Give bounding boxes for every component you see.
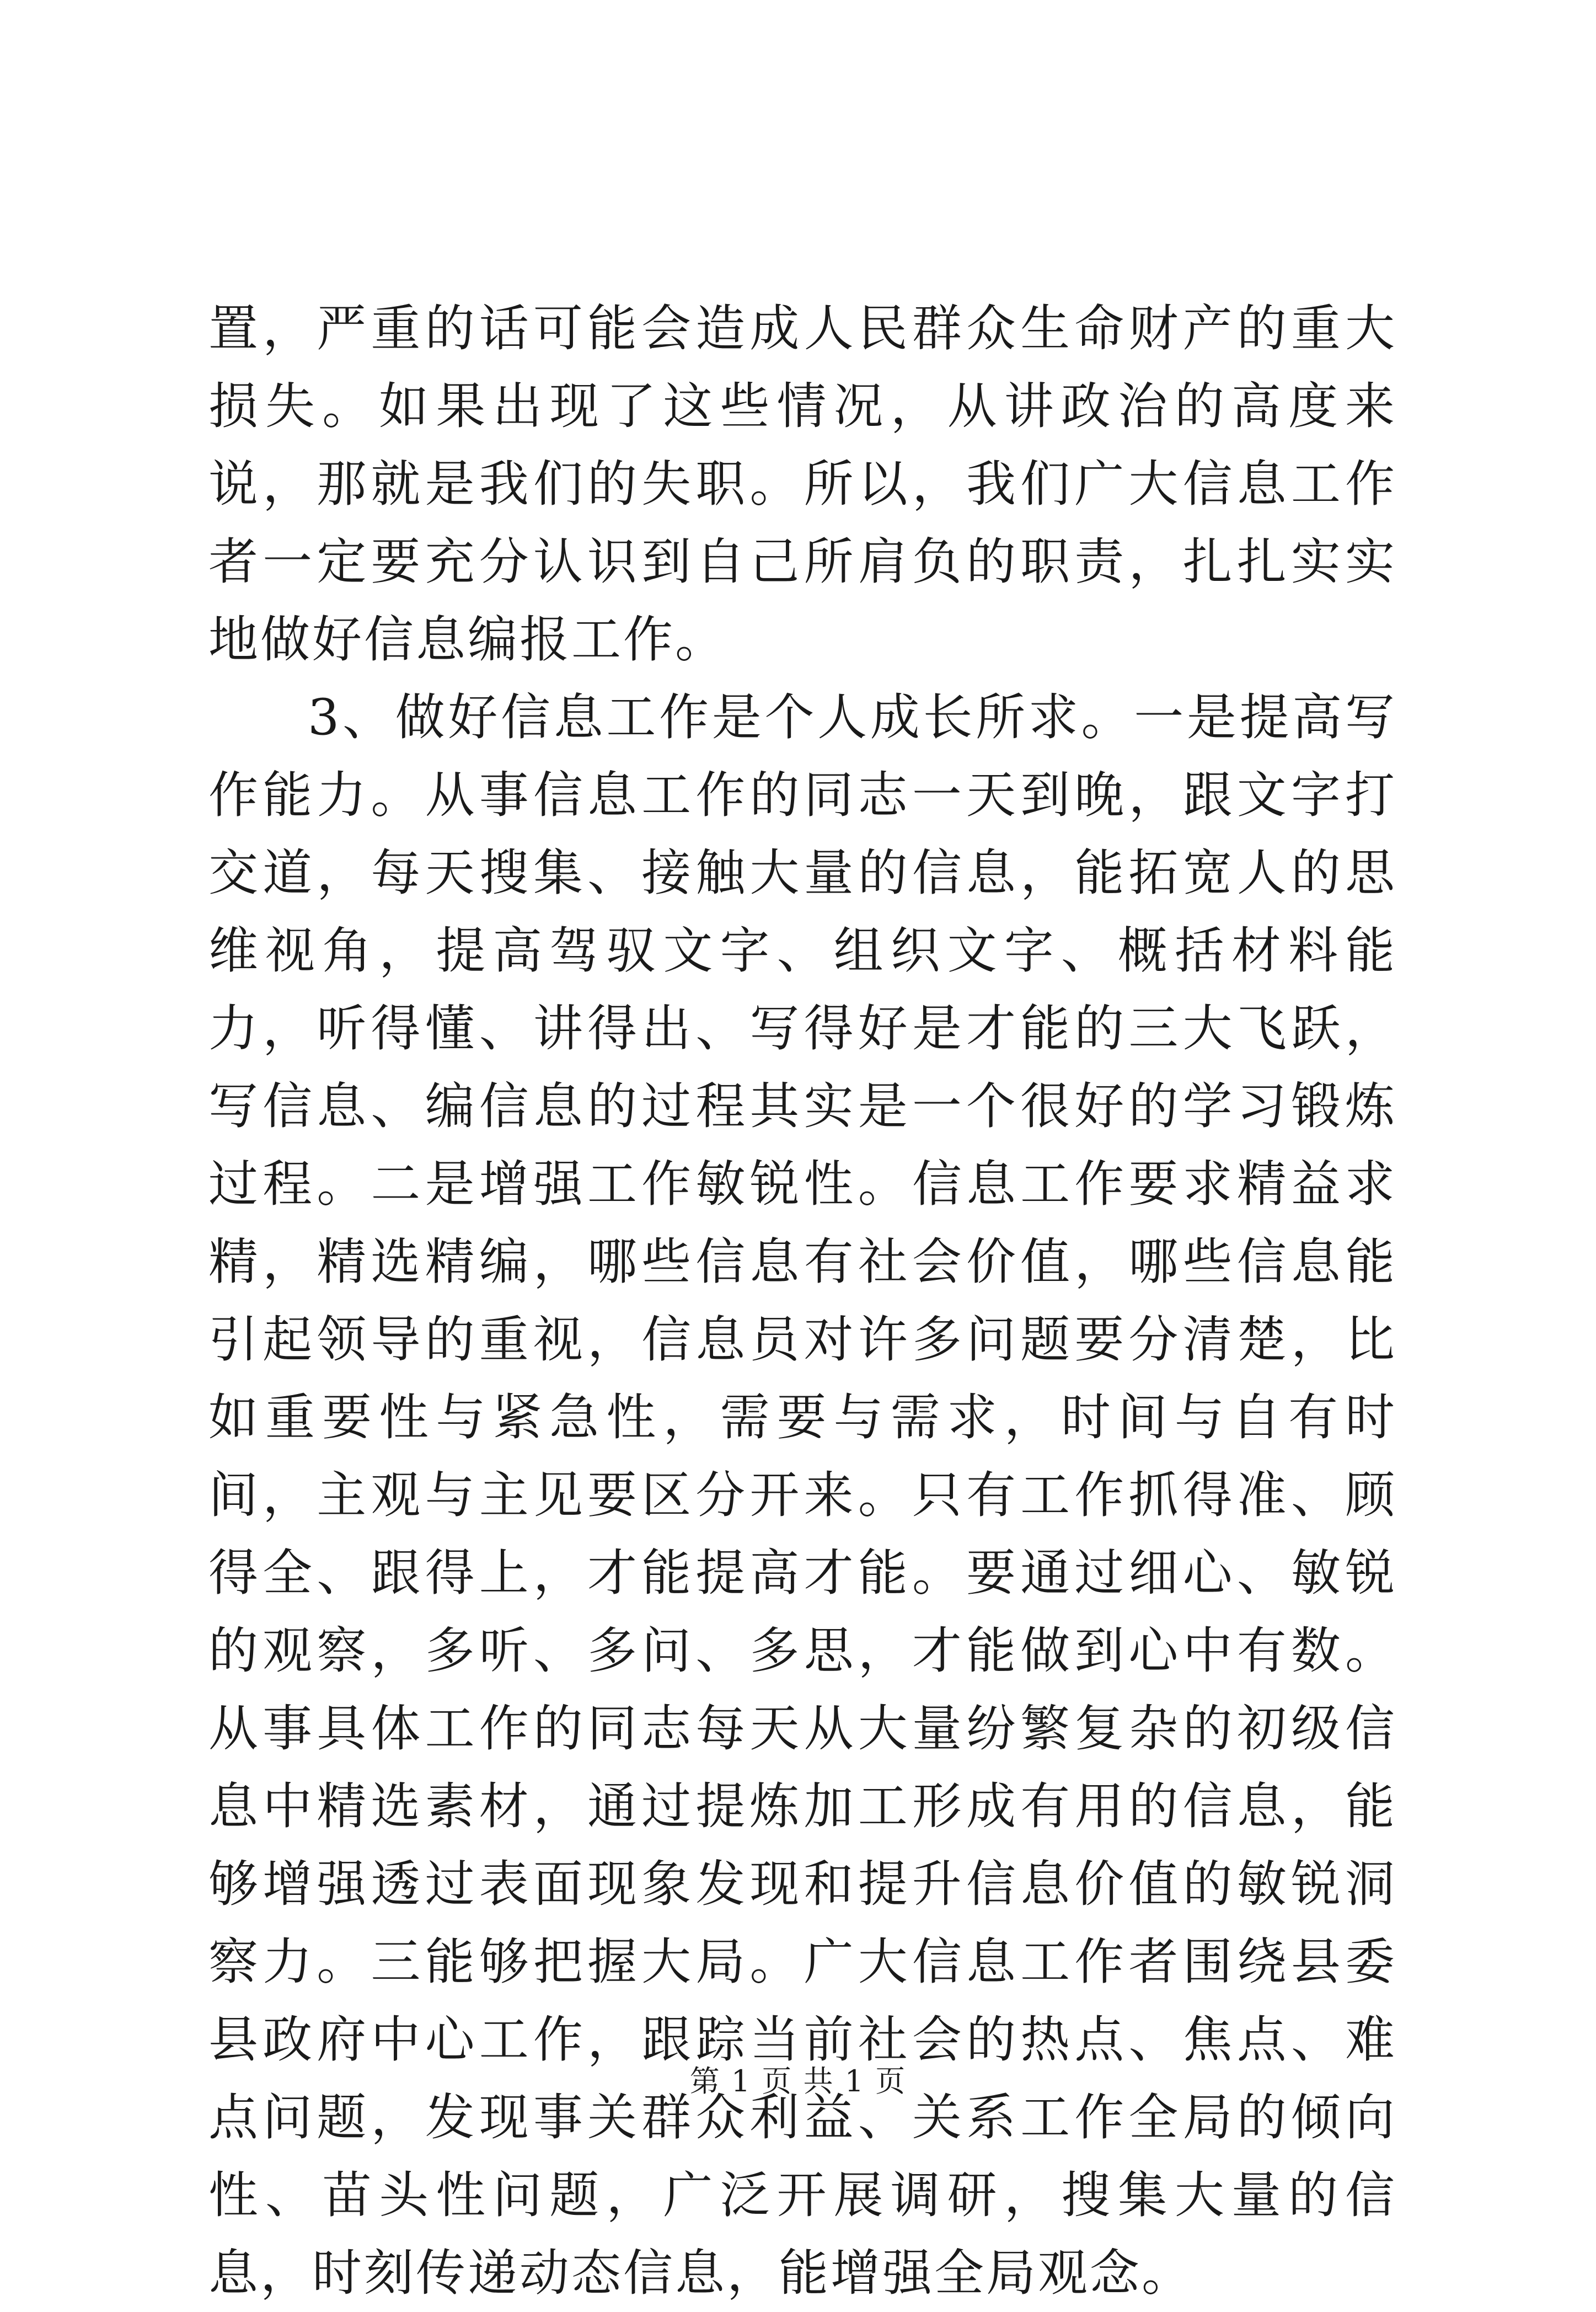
paragraph-continuation: 置，严重的话可能会造成人民群众生命财产的重大损失。如果出现了这些情况，从讲政治的高度来说，那就是我们的失职。所以，我们广大信息工作者一定要充分认识到自己所肩负的职责，扎扎实实地做好信息编报工作。 xyxy=(208,300,1397,669)
page-footer: 第 1 页 共 1 页 xyxy=(689,2064,907,2099)
paragraph-section-3: 3、做好信息工作是个人成长所求。一是提高写作能力。从事信息工作的同志一天到晚，跟文字打交道，每天搜集、接触大量的信息，能拓宽人的思维视角，提高驾驭文字、组织文字、概括材料能力，听得懂、讲得出、写得好是才能的三大飞跃，写信息、编信息的过程其实是一个很好的学习锻炼过程。二是增强工作敏锐性。信息工作要求精益求精，精选精编，哪些信息有社会价值，哪些信息能引起领导的重视，信息员对许多问题要分清楚，比如重要性与紧急性，需要与需求，时间与自有时间，主观与主见要区分开来。只有工作抓得准、顾得全、跟得上，才能提高才能。要通过细心、敏锐的观察，多听、多问、多思，才能做到心中有数。从事具体工作的同志每天从大量纷繁复杂的初级信息中精选素材，通过提炼加工形成有用的信息，能够增强透过表面现象发现和提升信息价值的敏锐洞察力。三能够把握大局。广大信息工作者围绕县委县政府中心工作，跟踪当前社会的热点、焦点、难点问题，发现事关群众利益、关系工作全局的倾向性、苗头性问题，广泛开展调研，搜集大量的信息，时刻传递动态信息，能增强全局观念。 xyxy=(208,688,1397,2302)
document-body xyxy=(208,290,1397,2312)
